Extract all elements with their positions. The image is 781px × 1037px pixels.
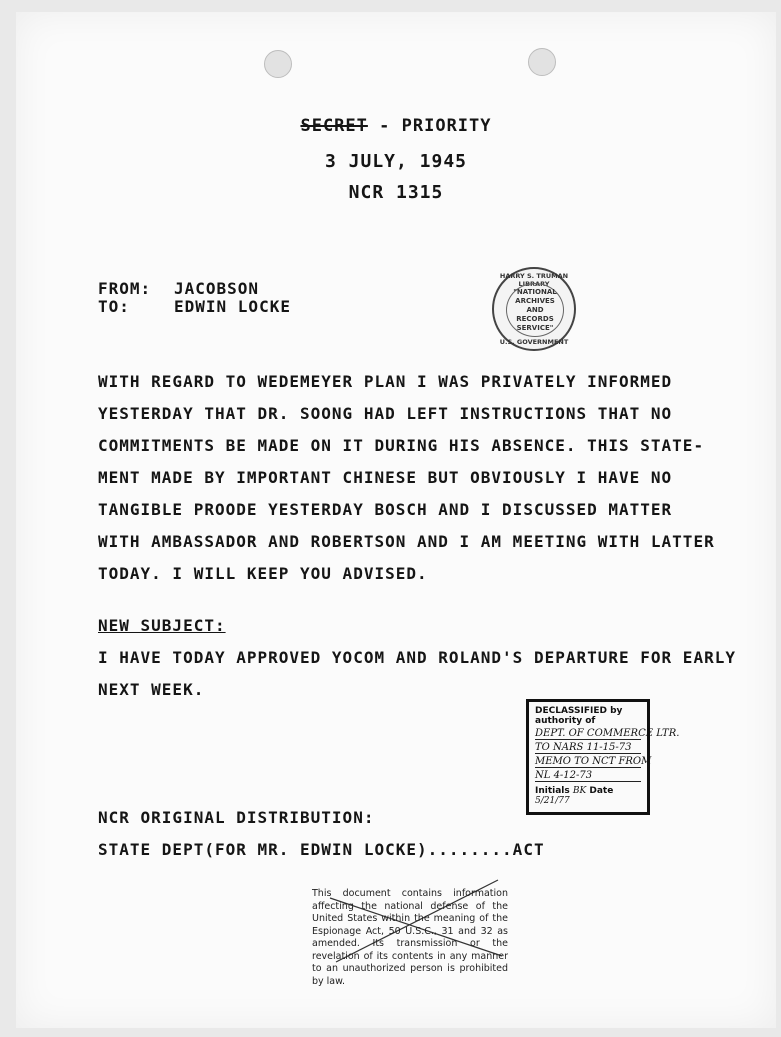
to-label: TO:	[98, 297, 130, 316]
declass-hand-line: NL 4-12-73	[535, 770, 641, 782]
initials-label: Initials	[535, 786, 570, 796]
stamp-line: SERVICE"	[516, 323, 554, 332]
initials-value: BK	[572, 786, 587, 796]
body-line: YESTERDAY THAT DR. SOONG HAD LEFT INSTRUCTIONS THAT NO	[98, 404, 673, 423]
declass-hand-line: TO NARS 11-15-73	[535, 742, 641, 754]
body-line: WITH AMBASSADOR AND ROBERTSON AND I AM MEETING WITH LATTER	[98, 532, 715, 551]
to-value: EDWIN LOCKE	[174, 297, 291, 316]
date-value: 5/21/77	[535, 796, 570, 806]
from-label: FROM:	[98, 279, 152, 298]
document-ref: NCR 1315	[348, 182, 444, 203]
body-line: TANGIBLE PROODE YESTERDAY BOSCH AND I DISCUSSED MATTER	[98, 500, 673, 519]
stamp-line: RECORDS	[516, 314, 554, 323]
new-subject-line: I HAVE TODAY APPROVED YOCOM AND ROLAND'S DEPARTURE FOR EARLY	[98, 648, 736, 667]
classification: SECRET	[300, 116, 368, 136]
body-line: MENT MADE BY IMPORTANT CHINESE BUT OBVIOUSLY I HAVE NO	[98, 468, 673, 487]
date-label: Date	[589, 786, 614, 796]
from-value: JACOBSON	[174, 279, 260, 298]
document-date: 3 JULY, 1945	[324, 151, 468, 172]
stamp-line: "NATIONAL	[513, 287, 557, 296]
priority: PRIORITY	[401, 116, 492, 136]
declass-title: DECLASSIFIED by authority of	[535, 706, 623, 726]
to-line	[98, 297, 291, 316]
truman-library-stamp	[492, 267, 576, 351]
new-subject-section	[98, 610, 748, 706]
body-line: COMMITMENTS BE MADE ON IT DURING HIS ABSENCE. THIS STATE-	[98, 436, 705, 455]
document-page	[16, 12, 776, 1028]
distribution-section	[98, 802, 748, 866]
body-line: TODAY. I WILL KEEP YOU ADVISED.	[98, 564, 428, 583]
distribution-line: STATE DEPT(FOR MR. EDWIN LOCKE)........ACT	[98, 840, 545, 859]
declass-hand-line: MEMO TO NCT FROM	[535, 756, 652, 767]
declassified-stamp	[526, 699, 680, 815]
stamp-ring-bottom: U.S. GOVERNMENT	[499, 338, 569, 346]
classification-line: SECRET - PRIORITY	[300, 116, 492, 136]
body-line: WITH REGARD TO WEDEMEYER PLAN I WAS PRIVATELY INFORMED	[98, 372, 673, 391]
message-body	[98, 366, 748, 590]
stamp-ring-top: HARRY S. TRUMAN LIBRARY	[499, 272, 569, 288]
declass-hand-line: DEPT. OF COMMERCE LTR.	[535, 728, 680, 739]
new-subject-line: NEXT WEEK.	[98, 680, 205, 699]
stamp-line: ARCHIVES AND	[515, 296, 555, 314]
espionage-notice: This document contains information affecting the national defense of the United States within the meaning of the Espionage Act, 50 U.S.C., 31 and 32 as amended. Its transmission or the revelation of its contents in any manner to an unauthorized person is prohibited by law.	[312, 888, 508, 987]
punch-hole-left	[264, 50, 292, 78]
punch-hole-right	[528, 48, 556, 76]
new-subject-label: NEW SUBJECT:	[98, 616, 226, 635]
distribution-label: NCR ORIGINAL DISTRIBUTION:	[98, 808, 375, 827]
from-line	[98, 279, 259, 298]
